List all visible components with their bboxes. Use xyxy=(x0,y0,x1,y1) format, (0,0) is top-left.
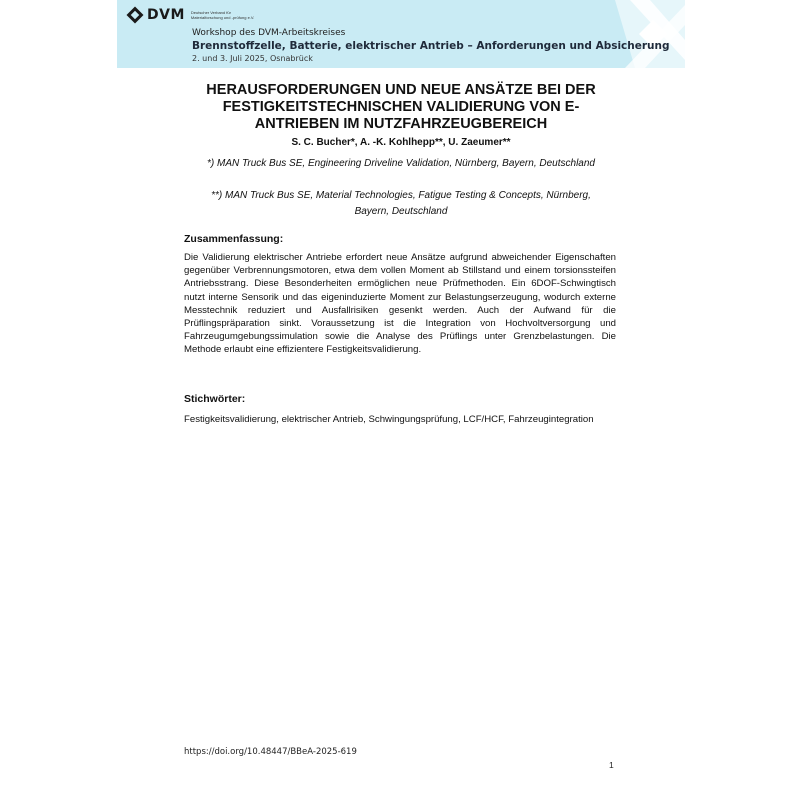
abstract-heading: Zusammenfassung: xyxy=(184,233,284,245)
dvm-logo xyxy=(129,6,261,24)
affiliation-2: **) MAN Truck Bus SE, Material Technologies, Fatigue Testing & Concepts, Nürnberg, Bayern, Deutschland xyxy=(211,190,591,217)
workshop-date: 2. und 3. Juli 2025, Osnabrück xyxy=(192,54,313,63)
logo-text: DVM xyxy=(147,7,185,23)
header-banner xyxy=(117,0,685,68)
dvm-diamond-icon xyxy=(127,7,144,24)
keywords-text: Festigkeitsvalidierung, elektrischer Antrieb, Schwingungsprüfung, LCF/HCF, Fahrzeugintegration xyxy=(184,414,594,425)
workshop-line: Workshop des DVM-Arbeitskreises xyxy=(192,28,346,38)
document-page xyxy=(117,0,685,800)
doi-link[interactable]: https://doi.org/10.48447/BBeA-2025-619 xyxy=(184,747,357,757)
affiliation-1: *) MAN Truck Bus SE, Engineering Driveline Validation, Nürnberg, Bayern, Deutschland xyxy=(207,158,595,169)
logo-subtitle: Deutscher Verband für Materialforschung und -prüfung e.V. xyxy=(190,10,255,20)
page-number: 1 xyxy=(609,760,614,770)
paper-title: HERAUSFORDERUNGEN UND NEUE ANSÄTZE BEI DER FESTIGKEITSTECHNISCHEN VALIDIERUNG VON E-ANTRIEBEN IM NUTZFAHRZEUGBEREICH xyxy=(206,82,596,132)
workshop-title: Brennstoffzelle, Batterie, elektrischer Antrieb – Anforderungen und Absicherung xyxy=(192,40,670,52)
star-decoration-icon xyxy=(575,0,685,68)
paper-authors: S. C. Bucher*, A. -K. Kohlhepp**, U. Zaeumer** xyxy=(291,137,511,148)
abstract-text: Die Validierung elektrischer Antriebe erfordert neue Ansätze aufgrund abweichender Eigenschaften gegenüber Verbrennungsmotoren, etwa dem vollen Moment ab Stillstand und einem torsionssteifen Antriebsstrang. Diese Besonderheiten ermöglichen neue Prüfmethoden. Ein 6DOF-Schwingtisch nutzt interne Sensorik und das eigeninduzierte Moment zur Belastungserzeugung, wodurch externe Messtechnik reduziert und Ausfallrisiken gesenkt werden. Auch der Aufwand für die Prüflingspräparation sinkt. Voraussetzung ist die Integration von Hochvoltversorgung und Fahrzeugumgebungssimulation sowie die Analyse des Prüflings unter Grenzbelastungen. Die Methode erlaubt eine effizientere Festigkeitsvalidierung. xyxy=(184,252,616,356)
keywords-heading: Stichwörter: xyxy=(184,393,246,405)
